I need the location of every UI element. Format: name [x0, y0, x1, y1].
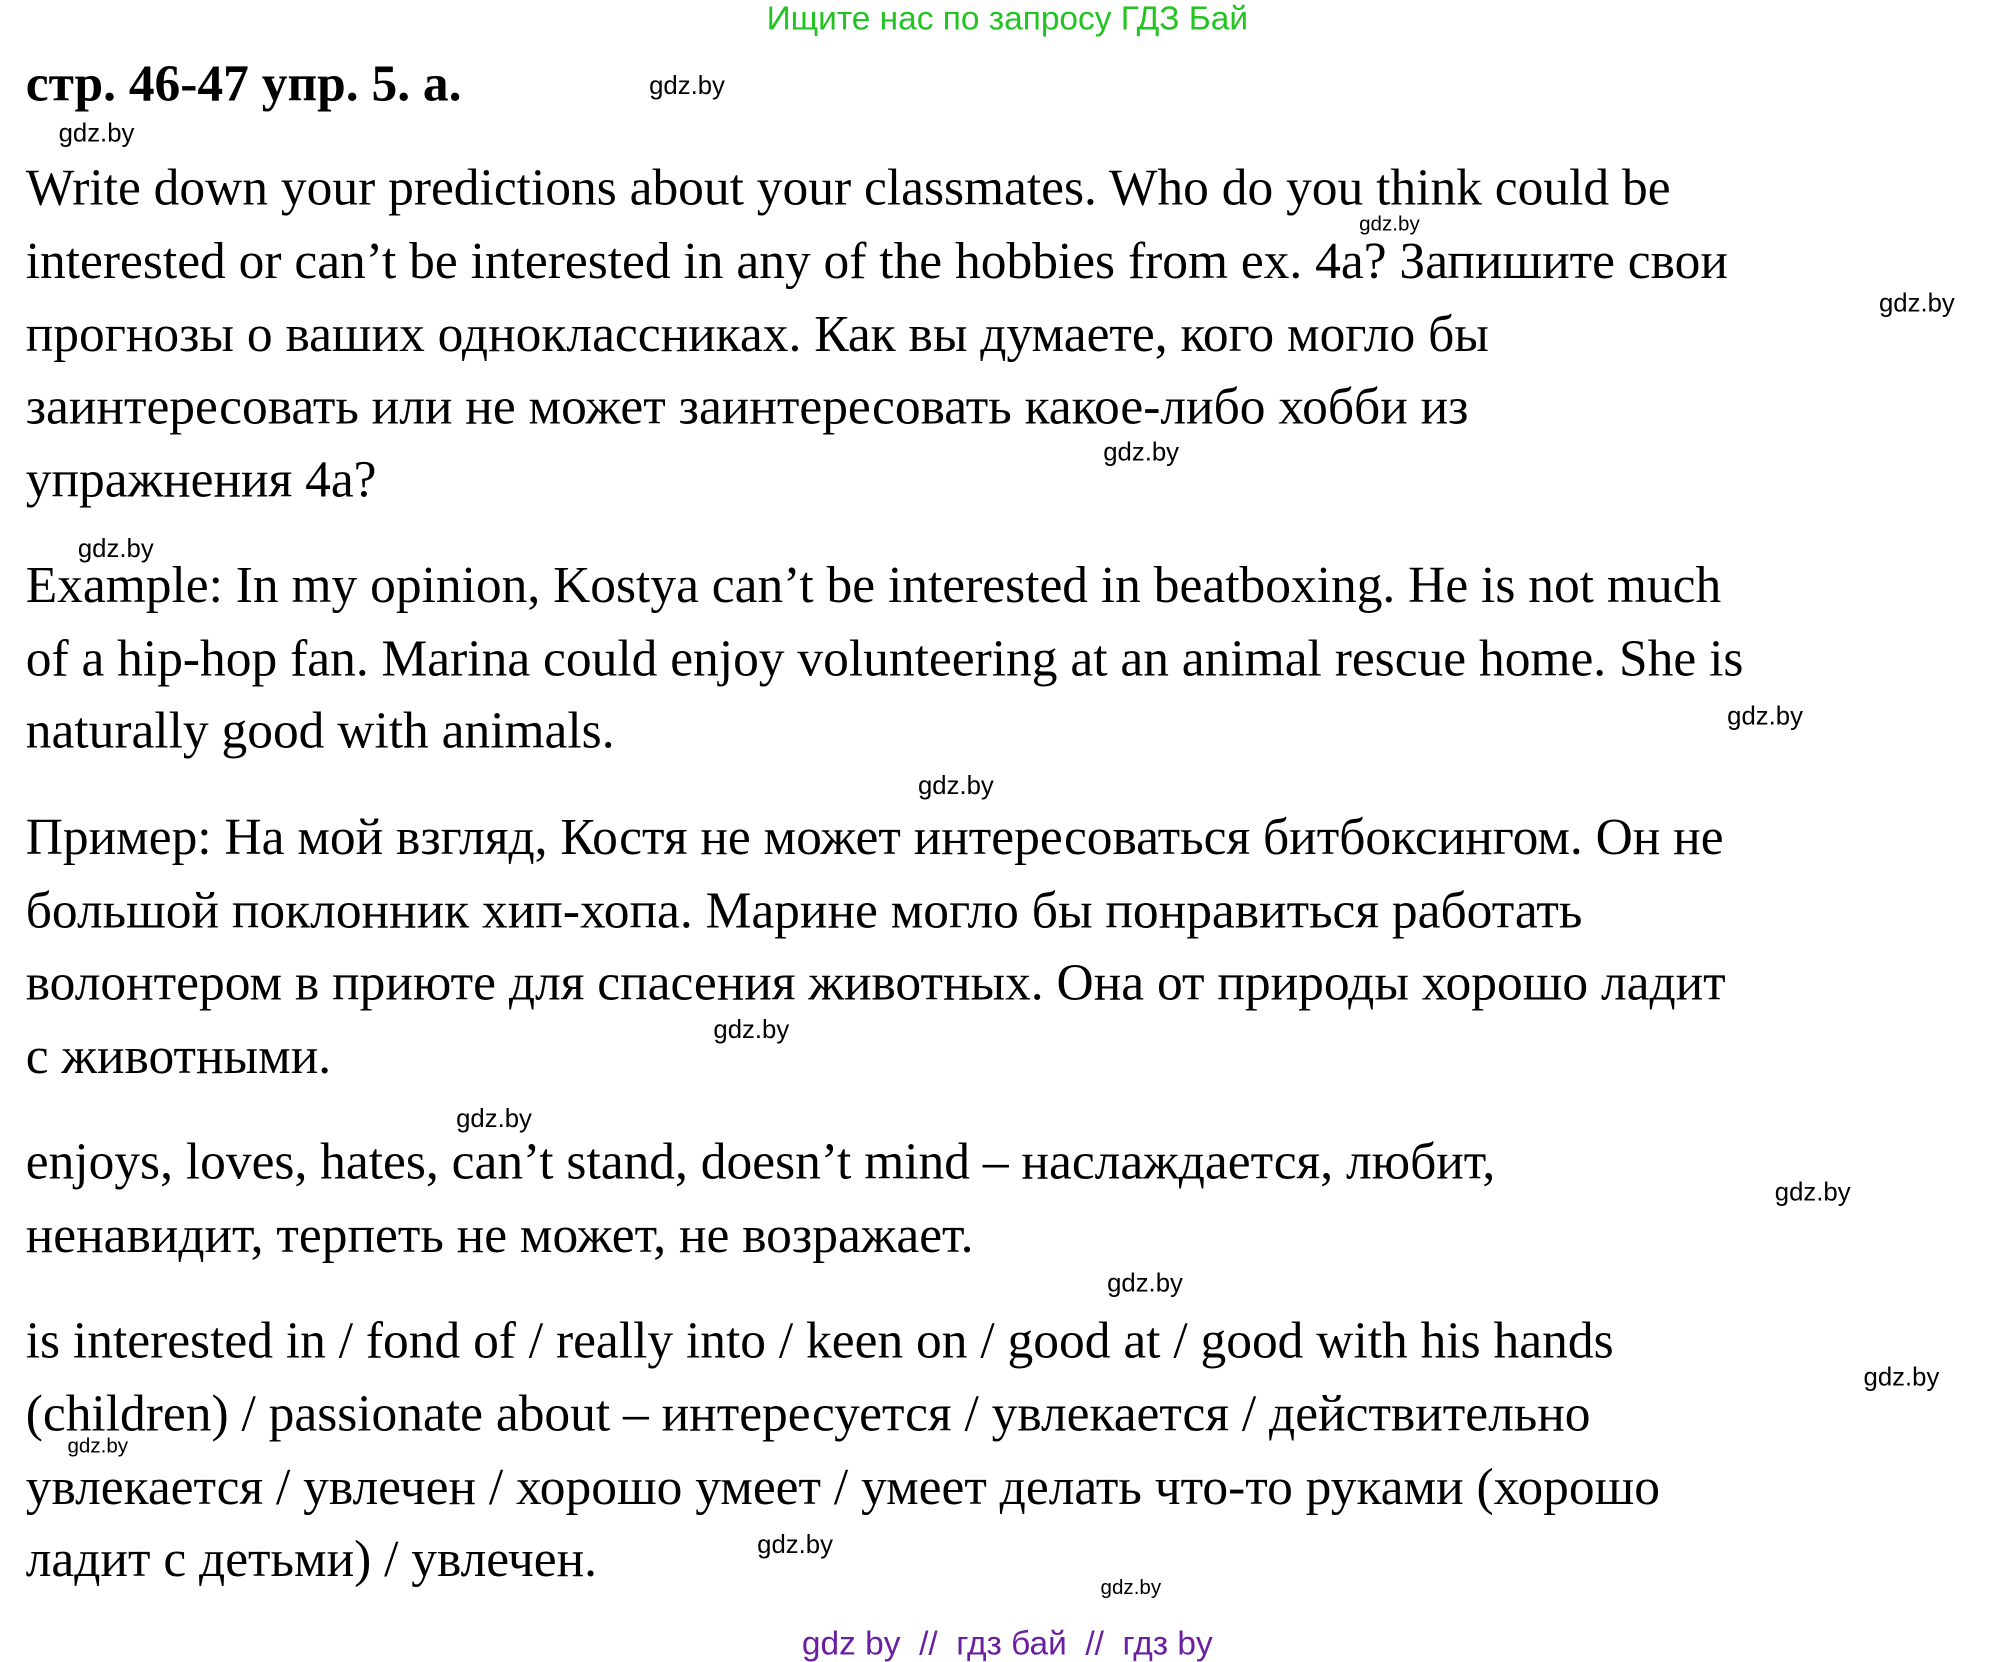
watermark: gdz.by [67, 1435, 129, 1458]
phrases-line: is interested in / fond of / really into / keen on / good at / good with his hands [25, 1310, 1614, 1369]
search-hint-header: Ищите нас по запросу ГДЗ Бай [766, 0, 1249, 38]
example-line: of a hip-hop fan. Marina could enjoy volunteering at an animal rescue home. She is [25, 629, 1744, 687]
watermark: gdz.by [1107, 1269, 1183, 1299]
vocabulary-line: enjoys, loves, hates, can’t stand, doesn’t mind – наслаждается, любит, [25, 1132, 1496, 1191]
watermark: gdz.by [1727, 702, 1803, 731]
watermark: gdz.by [456, 1105, 532, 1134]
watermark: gdz.by [77, 535, 154, 564]
task-line: Write down your predictions about your classmates. Who do you think could be [25, 158, 1671, 217]
example-translation-line: большой поклонник хип-хопа. Марине могло бы понравиться работать [25, 881, 1583, 940]
task-line: interested or can’t be interested in any of the hobbies from ex. 4a? Запишите свои [25, 231, 1728, 290]
watermark: gdz.by [1878, 289, 1955, 318]
watermark: gdz.by [713, 1016, 790, 1045]
footer-links[interactable]: gdz by // гдз бай // гдз by [801, 1623, 1213, 1662]
example-line: naturally good with animals. [25, 701, 615, 760]
watermark: gdz.by [757, 1530, 833, 1560]
task-line: прогнозы о ваших одноклассниках. Как вы думаете, кого могло бы [25, 304, 1489, 363]
watermark: gdz.by [58, 119, 135, 148]
example-translation-line: волонтером в приюте для спасения животных. Она от природы хорошо ладит [25, 953, 1726, 1012]
watermark: gdz.by [1863, 1363, 1940, 1392]
task-line: заинтересовать или не может заинтересовать какое-либо хобби из [25, 376, 1469, 435]
example-line: Example: In my opinion, Kostya can’t be interested in beatboxing. He is not much [25, 555, 1722, 614]
phrases-line: ладит с детьми) / увлечен. [25, 1529, 597, 1588]
phrases-line: (children) / passionate about – интересуется / увлекается / действительно [25, 1384, 1591, 1443]
watermark: gdz.by [1359, 213, 1420, 236]
vocabulary-line: ненавидит, терпеть не может, не возражает. [25, 1205, 974, 1264]
watermark: gdz.by [917, 771, 994, 801]
task-line: упражнения 4a? [25, 450, 377, 509]
watermark: gdz.by [1100, 1577, 1162, 1600]
example-translation-line: Пример: На мой взгляд, Костя не может интересоваться битбоксингом. Он не [25, 807, 1724, 866]
phrases-line: увлекается / увлечен / хорошо умеет / умеет делать что-то руками (хорошо [25, 1457, 1660, 1516]
exercise-title: стр. 46-47 упр. 5. а. [25, 54, 462, 112]
example-translation-line: с животными. [25, 1026, 332, 1085]
watermark: gdz.by [649, 72, 725, 101]
watermark: gdz.by [1103, 438, 1180, 467]
watermark: gdz.by [1774, 1178, 1851, 1207]
